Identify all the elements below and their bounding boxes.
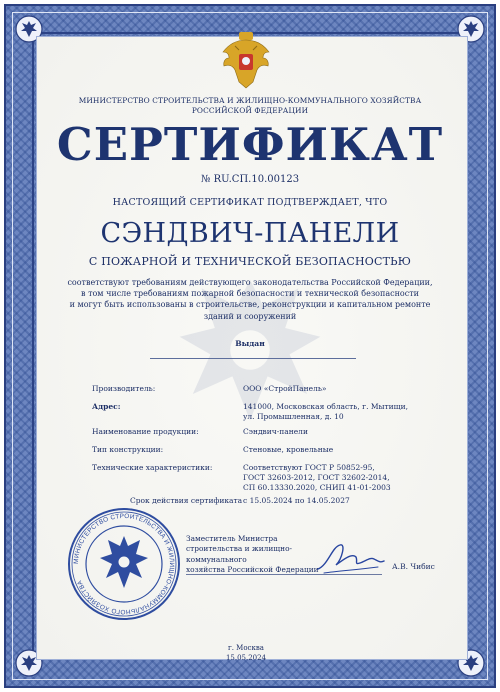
construction-type-value: Стеновые, кровельные xyxy=(243,445,334,454)
address-value xyxy=(243,402,423,422)
ministry-name xyxy=(0,96,500,116)
certificate-title: СЕРТИФИКАТ xyxy=(56,118,444,171)
manufacturer-label: Производитель: xyxy=(92,384,156,393)
technical-specs-label: Технические характеристики: xyxy=(92,463,213,472)
seal-ring-text: МИНИСТЕРСТВО СТРОИТЕЛЬСТВА И ЖИЛИЩНО-КОММУНАЛЬНОГО ХОЗЯЙСТВА xyxy=(72,512,176,616)
technical-specs-value xyxy=(243,463,423,493)
ministry-line-1: МИНИСТЕРСТВО СТРОИТЕЛЬСТВА И ЖИЛИЩНО-КОММУНАЛЬНОГО ХОЗЯЙСТВА xyxy=(78,96,422,105)
issued-underline xyxy=(150,358,356,359)
issue-place: г. Москва xyxy=(228,644,264,652)
signatory-line-2: строительства и жилищно-коммунального xyxy=(186,544,293,564)
coat-of-arms-icon xyxy=(215,30,277,92)
signatory-name: А.В. Чибис xyxy=(392,562,435,571)
validity-label: Срок действия сертификата xyxy=(130,496,243,505)
official-seal-icon xyxy=(66,506,182,622)
confirmation-text: НАСТОЯЩИЙ СЕРТИФИКАТ ПОДТВЕРЖДАЕТ, ЧТО xyxy=(112,197,388,208)
technical-specs-line-1: Соответствуют ГОСТ Р 50852-95, xyxy=(243,463,375,472)
construction-type-label: Тип конструкции: xyxy=(92,445,164,454)
validity-value: с 15.05.2024 по 14.05.2027 xyxy=(243,496,350,505)
signatory-position xyxy=(186,534,326,576)
product-naming-value: Сэндвич-панели xyxy=(243,427,308,436)
technical-specs-line-2: ГОСТ 32603-2012, ГОСТ 32602-2014, xyxy=(243,473,390,482)
handwritten-signature xyxy=(314,537,386,579)
compliance-line-3: и могут быть использованы в строительстве, реконструкции и капитальном ремонте xyxy=(69,300,431,310)
product-naming-label: Наименование продукции: xyxy=(92,427,199,436)
issue-date: 15.05.2024 xyxy=(225,653,267,662)
address-line-1: 141000, Московская область, г. Мытищи, xyxy=(243,402,409,411)
compliance-line-2: в том числе требованиям пожарной безопасности и технической безопасности xyxy=(81,289,419,299)
certificate-number: № RU.СП.10.00123 xyxy=(200,174,300,185)
address-label: Адрес: xyxy=(92,402,121,411)
compliance-line-4: зданий и сооружений xyxy=(203,311,297,321)
place-and-date xyxy=(196,644,296,663)
product-subtitle: С ПОЖАРНОЙ И ТЕХНИЧЕСКОЙ БЕЗОПАСНОСТЬЮ xyxy=(88,255,412,268)
compliance-text xyxy=(0,277,500,322)
manufacturer-value: ООО «СтройПанель» xyxy=(243,384,327,393)
issued-label: Выдан xyxy=(235,339,265,348)
ministry-line-2: РОССИЙСКОЙ ФЕДЕРАЦИИ xyxy=(191,106,309,115)
product-name: СЭНДВИЧ-ПАНЕЛИ xyxy=(100,218,400,249)
signatory-line-3: хозяйства Российской Федерации xyxy=(186,565,319,575)
compliance-line-1: соответствуют требованиям действующего законодательства Российской Федерации, xyxy=(67,278,433,287)
signature-line xyxy=(186,574,382,575)
signatory-line-1: Заместитель Министра xyxy=(186,534,278,543)
address-line-2: ул. Промышленная, д. 10 xyxy=(243,412,344,421)
technical-specs-line-3: СП 60.13330.2020, СНИП 41-01-2003 xyxy=(243,483,391,492)
